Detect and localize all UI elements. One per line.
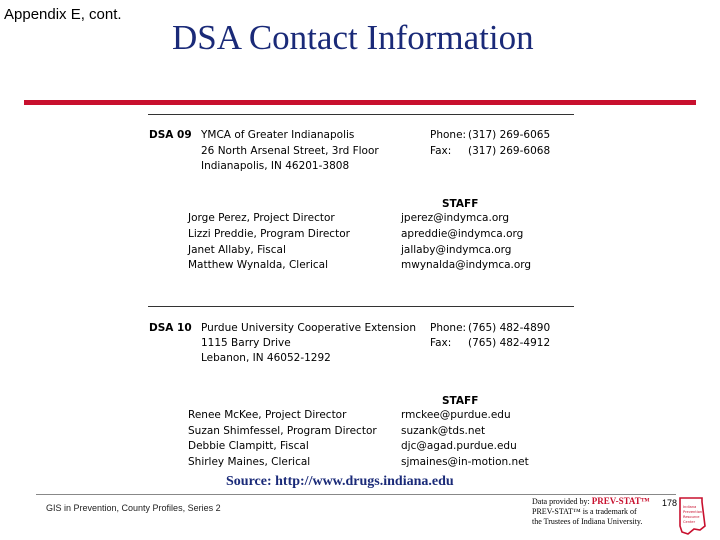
dsa-09-staff-name: Janet Allaby, Fiscal [188,244,286,256]
dsa-09-staff-email: jallaby@indymca.org [401,244,512,256]
dsa-10-fax: (765) 482-4912 [468,337,551,349]
logo-text-line: Indiana [683,505,697,509]
dsa-09-fax: (317) 269-6068 [468,145,551,157]
dsa-10-phone-label: Phone: [430,322,467,334]
dsa-09-staff-name: Lizzi Preddie, Program Director [188,228,350,240]
data-credit [532,496,650,527]
dsa-10-staff-email: sjmaines@in-motion.net [401,456,529,468]
appendix-label: Appendix E, cont. [4,6,122,23]
dsa-10-fax-label: Fax: [430,337,452,349]
logo-text-line: Resource [683,515,700,519]
dsa-09-staff-email: mwynalda@indymca.org [401,259,532,271]
dsa-10-staff-name: Suzan Shimfessel, Program Director [188,425,377,437]
dsa-09-org: YMCA of Greater Indianapolis [201,129,355,141]
dsa-10-staff-email: suzank@tds.net [401,425,486,437]
section-rule [148,306,574,307]
indiana-map-logo [674,496,714,536]
dsa-09-phone-label: Phone: [430,129,467,141]
dsa-10-id: DSA 10 [149,322,192,334]
dsa-10-staff-name: Debbie Clampitt, Fiscal [188,440,309,452]
dsa-10-address-line2: Lebanon, IN 46052-1292 [201,352,331,364]
dsa-09-phone: (317) 269-6065 [468,129,551,141]
dsa-10-staff-name: Shirley Maines, Clerical [188,456,311,468]
dsa-10-staff-email: djc@agad.purdue.edu [401,440,517,452]
page-title: DSA Contact Information [172,18,534,57]
dsa-09-staff-heading: STAFF [442,198,479,210]
logo-text-line: Prevention [683,510,703,514]
dsa-10-phone: (765) 482-4890 [468,322,551,334]
section-rule [148,114,574,115]
credit-prefix: Data provided by: [532,497,590,506]
dsa-09-fax-label: Fax: [430,145,452,157]
dsa-09-staff-email: apreddie@indymca.org [401,228,524,240]
dsa-10-org: Purdue University Cooperative Extension [201,322,417,334]
footer-divider [36,494,676,495]
credit-line-3: the Trustees of Indiana University. [532,517,643,526]
dsa-09-address-line1: 26 North Arsenal Street, 3rd Floor [201,145,379,157]
footer-series: GIS in Prevention, County Profiles, Series 2 [46,503,221,513]
credit-brand: PREV-STAT™ [591,496,650,506]
dsa-09-staff-name: Jorge Perez, Project Director [188,212,335,224]
dsa-10-staff-name: Renee McKee, Project Director [188,409,347,421]
title-divider [24,100,696,105]
dsa-10-staff-heading: STAFF [442,395,479,407]
dsa-10-address-line1: 1115 Barry Drive [201,337,291,349]
source-note: Source: http://www.drugs.indiana.edu [226,474,454,489]
dsa-09-staff-name: Matthew Wynalda, Clerical [188,259,329,271]
page-number: 178 [662,498,678,508]
dsa-09-address-line2: Indianapolis, IN 46201-3808 [201,160,350,172]
dsa-09-staff-email: jperez@indymca.org [401,212,510,224]
dsa-09-id: DSA 09 [149,129,192,141]
logo-text-line: Center [683,520,696,524]
credit-line-2: PREV-STAT™ is a trademark of [532,507,637,516]
dsa-10-staff-email: rmckee@purdue.edu [401,409,511,421]
